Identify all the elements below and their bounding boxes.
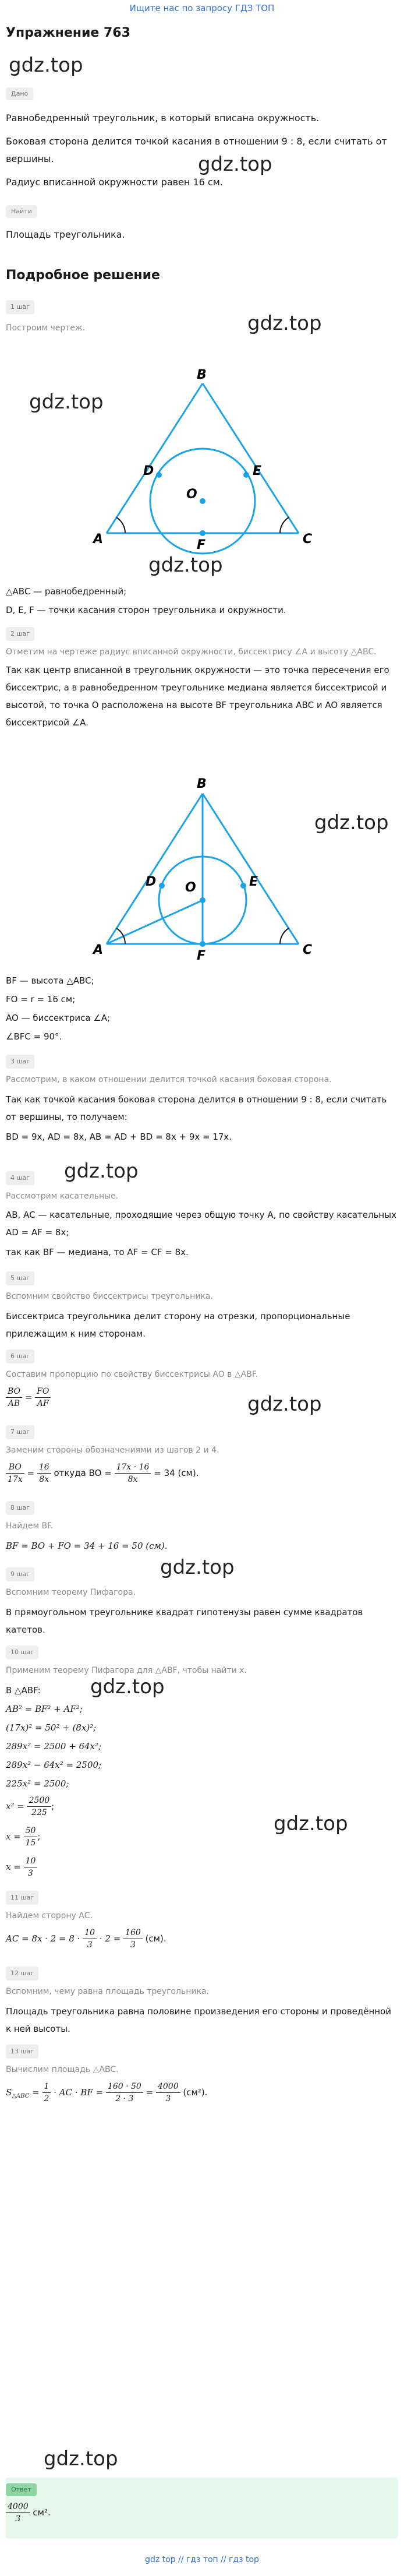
- given-text-1: Равнобедренный треугольник, в который вписана окружность.: [6, 112, 320, 124]
- step-line: 289x² = 2500 + 64x²;: [6, 1741, 102, 1752]
- watermark: gdz.top: [274, 1812, 348, 1835]
- proportion-line: $\frac{BO}{AB}$ = $\frac{FO}{AF}$: [6, 1386, 398, 1415]
- step-label: 10 шаг: [6, 1645, 38, 1659]
- fraction: $\frac{160}{3}$: [123, 1927, 143, 1951]
- step-line: AB² = BF² + AF²;: [6, 1704, 83, 1714]
- step-line: FO = r = 16 см;: [6, 994, 76, 1005]
- step-label: 2 шаг: [6, 627, 34, 641]
- step-line: AO — биссектриса ∠A;: [6, 1013, 111, 1023]
- find-chip: Найти: [6, 205, 37, 218]
- step-line: BD = 9x, AD = 8x, AB = AD + BD = 8x + 9x = 17x.: [6, 1132, 232, 1142]
- triangle-abc: [107, 383, 299, 533]
- point-e: [243, 472, 249, 478]
- given-chip: Дано: [6, 87, 33, 100]
- exercise-title: Упражнение 763: [6, 26, 130, 40]
- watermark: gdz.top: [90, 1675, 165, 1698]
- fraction-line: $S_{\triangle ABC}$ = $\frac{1}{2}$ · AC · BF = $\frac{160 \cdot 50}{2 \cdot 3}$ = $\frac{4000}{3}$ (см²).: [6, 2082, 208, 2103]
- angle-mark-a-2: [116, 928, 125, 944]
- step-paragraph: Площадь треугольника равна половине произведения его стороны и проведённой к ней высоты.: [6, 2006, 392, 2034]
- step-paragraph: AB, AC — касательные, проходящие через общую точку A, по свойству касательных AD = AF = 8x;: [6, 1210, 396, 1238]
- step-note: Вспомним свойство биссектрисы треугольника.: [6, 1292, 213, 1301]
- step-label: 6 шаг: [6, 1349, 34, 1363]
- step-label: 5 шаг: [6, 1271, 34, 1285]
- watermark: gdz.top: [160, 1556, 235, 1579]
- step-note: Рассмотрим, в каком отношении делится точкой касания боковая сторона.: [6, 1075, 332, 1084]
- label-c: C: [303, 532, 313, 547]
- fraction-line: x² = $\frac{2500}{225}$ ;: [6, 1796, 55, 1817]
- point-f: [200, 530, 205, 536]
- step-line: △ABC — равнобедренный;: [6, 586, 127, 597]
- label-b: B: [197, 368, 207, 382]
- fraction: $\frac{17x \cdot 16}{8x}$: [115, 1461, 151, 1485]
- step-line: В △ABF:: [6, 1685, 41, 1696]
- label-d-2: D: [146, 875, 157, 889]
- watermark: gdz.top: [247, 312, 322, 335]
- fraction: $\frac{1}{2}$: [42, 2081, 51, 2105]
- triangle-abc-2: [107, 794, 299, 944]
- step-line: 225x² = 2500;: [6, 1778, 69, 1789]
- point-d: [156, 472, 162, 478]
- answer-value: $\frac{4000}{3}$ см².: [6, 2501, 398, 2530]
- label-a-2: A: [93, 943, 104, 957]
- step-note: Вычислим площадь △ABC.: [6, 2065, 119, 2074]
- label-e-2: E: [249, 875, 258, 889]
- step-paragraph: Так как точкой касания боковая сторона делится в отношении 9 : 8, если считать от вершины, то получаем:: [6, 1094, 387, 1122]
- center-point: [200, 498, 205, 504]
- given-text-2: Боковая сторона делится точкой касания в отношении 9 : 8, если считать от вершины.: [6, 136, 387, 164]
- step-note: Найдем BF.: [6, 1521, 54, 1531]
- proportion-line: $\frac{BO}{17x}$ = $\frac{16}{8x}$ откуда BO = $\frac{17x \cdot 16}{8x}$ = 34 (см).: [6, 1461, 398, 1490]
- angle-mark-c-2: [280, 928, 289, 944]
- fraction: $\frac{FO}{AF}$: [35, 1386, 51, 1409]
- step-label: 1 шаг: [6, 300, 34, 314]
- step-paragraph: В прямоугольном треугольнике квадрат гипотенузы равен сумме квадратов катетов.: [6, 1607, 363, 1635]
- step-line: ∠BFC = 90°.: [6, 1031, 62, 1042]
- step-paragraph: Так как центр вписанной в треугольник окружности — это точка пересечения его биссектрис, а в равнобедренном треугольнике медиана является биссектрисой и высотой, то точка O расположена на высоте BF треугольника ABC и AO является биссектрисой ∠A.: [6, 665, 389, 728]
- step-note: Вспомним теорему Пифагора.: [6, 1588, 136, 1597]
- fraction: $\frac{4000}{3}$: [156, 2081, 180, 2105]
- step-label: 12 шаг: [6, 1967, 38, 1981]
- label-d: D: [143, 464, 154, 478]
- label-b-2: B: [197, 777, 207, 791]
- step-note: Составим пропорцию по свойству биссектрисы AO в △ABF.: [6, 1370, 258, 1379]
- fraction: $\frac{2500}{225}$: [27, 1795, 52, 1819]
- step-line: D, E, F — точки касания сторон треугольника и окружности.: [6, 605, 286, 615]
- watermark: gdz.top: [198, 153, 272, 176]
- step-note: Отметим на чертеже радиус вписанной окружности, биссектрису ∠A и высоту △ABC.: [6, 647, 377, 657]
- step-line: 289x² − 64x² = 2500;: [6, 1760, 102, 1770]
- point-e-2: [240, 883, 246, 889]
- watermark: gdz.top: [44, 2447, 118, 2471]
- label-o-2: O: [185, 880, 196, 895]
- watermark: gdz.top: [64, 1160, 139, 1183]
- step-line: BF = BO + FO = 34 + 16 = 50 (см).: [6, 1541, 168, 1551]
- step-label: 13 шаг: [6, 2045, 38, 2059]
- fraction: $\frac{16}{8x}$: [37, 1461, 51, 1485]
- step-line: так как BF — медиана, то AF = CF = 8x.: [6, 1247, 189, 1257]
- solution-title: Подробное решение: [6, 268, 160, 283]
- find-text: Площадь треугольника.: [6, 229, 125, 240]
- answer-chip: Ответ: [6, 2483, 37, 2496]
- watermark: gdz.top: [247, 1393, 322, 1416]
- footer-links[interactable]: gdz top // гдз топ // гдз top: [145, 2555, 259, 2564]
- step-label: 4 шаг: [6, 1171, 34, 1185]
- step-label: 3 шаг: [6, 1055, 34, 1069]
- step-label: 11 шаг: [6, 1891, 38, 1905]
- label-e: E: [253, 464, 262, 478]
- watermark: gdz.top: [148, 554, 223, 577]
- watermark: gdz.top: [29, 390, 104, 414]
- step-note: Построим чертеж.: [6, 323, 86, 333]
- step-note: Применим теорему Пифагора для △ABF, чтобы найти x.: [6, 1666, 247, 1675]
- label-a: A: [93, 532, 104, 547]
- fraction: $\frac{BO}{AB}$: [6, 1386, 22, 1409]
- watermark: gdz.top: [9, 54, 83, 77]
- fraction-line: x = $\frac{10}{3}$: [6, 1855, 398, 1882]
- point-f-2: [200, 941, 205, 947]
- step-line: BF — высота △ABC;: [6, 975, 94, 986]
- center-point-2: [200, 897, 205, 903]
- fraction: $\frac{BO}{17x}$: [6, 1461, 24, 1485]
- step-label: 8 шаг: [6, 1501, 34, 1515]
- fraction: $\frac{160 \cdot 50}{2 \cdot 3}$: [106, 2081, 143, 2105]
- fraction-line: x = $\frac{50}{15}$ ;: [6, 1826, 41, 1848]
- step-note: Найдем сторону AC.: [6, 1911, 93, 1920]
- step-note: Вспомним, чему равна площадь треугольника.: [6, 1987, 209, 1996]
- step-paragraph: Биссектриса треугольника делит сторону на отрезки, пропорциональные прилежащим к ним сторонам.: [6, 1311, 350, 1339]
- point-d-2: [159, 883, 165, 889]
- step-label: 7 шаг: [6, 1425, 34, 1439]
- watermark: gdz.top: [314, 811, 389, 834]
- label-o: O: [186, 487, 197, 502]
- label-f-2: F: [197, 949, 206, 963]
- fraction: $\frac{10}{3}$: [24, 1855, 38, 1879]
- step-label: 9 шаг: [6, 1567, 34, 1581]
- step-line: (17x)² = 50² + (8x)²;: [6, 1722, 97, 1733]
- fraction: $\frac{50}{15}$: [24, 1825, 38, 1849]
- angle-mark-a: [116, 517, 125, 533]
- fraction: $\frac{4000}{3}$: [6, 2501, 30, 2525]
- step-note: Заменим стороны обозначениями из шагов 2 и 4.: [6, 1446, 219, 1455]
- label-f: F: [197, 538, 206, 552]
- label-c-2: C: [303, 943, 313, 957]
- fraction: $\frac{10}{3}$: [83, 1927, 97, 1951]
- angle-mark-c: [280, 517, 289, 533]
- fraction-line: AC = 8x · 2 = 8 · $\frac{10}{3}$ · 2 = $\frac{160}{3}$ (см).: [6, 1928, 166, 1950]
- search-banner[interactable]: Ищите нас по запросу ГДЗ ТОП: [129, 3, 275, 13]
- step-note: Рассмотрим касательные.: [6, 1192, 119, 1201]
- given-text-3: Радиус вписанной окружности равен 16 см.: [6, 177, 223, 188]
